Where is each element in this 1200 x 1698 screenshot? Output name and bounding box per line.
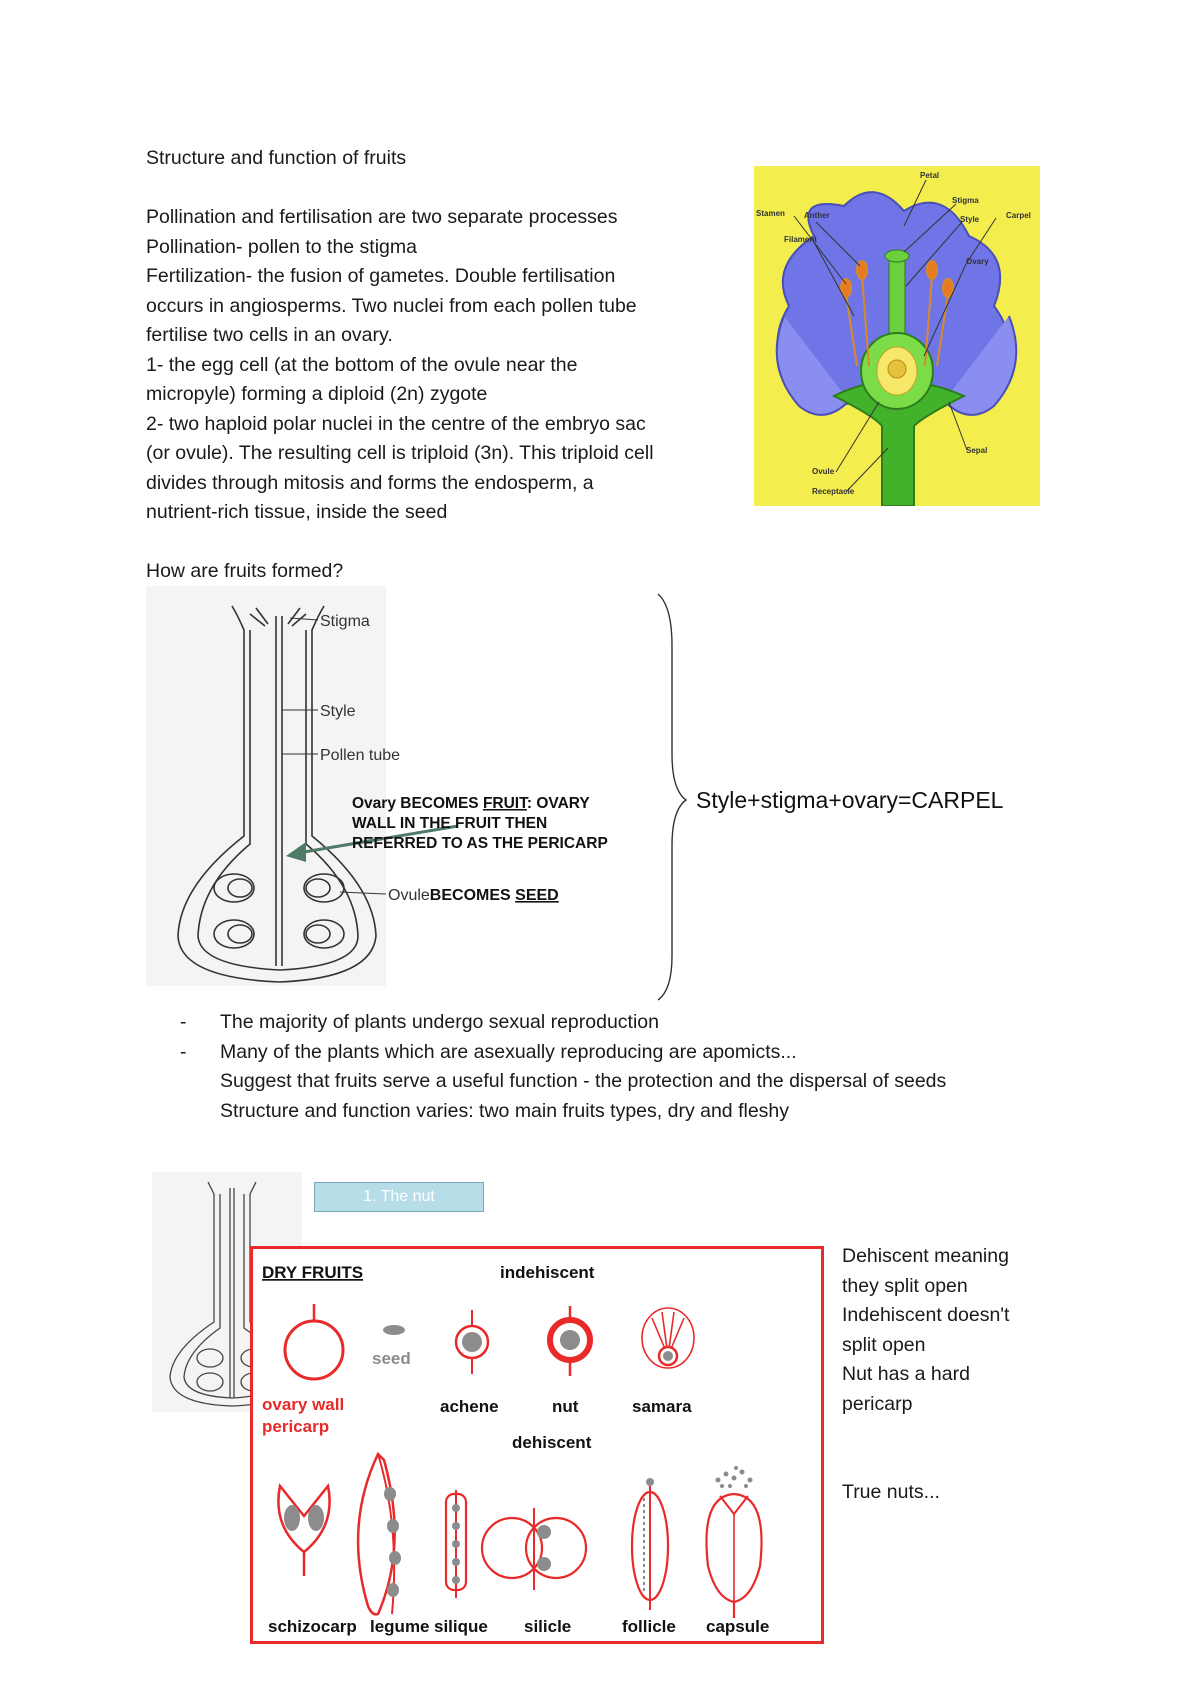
pericarp-label: pericarp xyxy=(262,1417,330,1436)
capsule-label: capsule xyxy=(706,1617,770,1636)
seed-label: seed xyxy=(372,1349,411,1368)
text-line: nutrient-rich tissue, inside the seed xyxy=(146,501,448,523)
achene-label: achene xyxy=(440,1397,499,1416)
silique-label: silique xyxy=(434,1617,488,1636)
text-line: (or ovule). The resulting cell is triploid (3n). This triploid cell xyxy=(146,442,654,464)
samara-label: samara xyxy=(632,1397,692,1416)
label-stigma: Stigma xyxy=(952,196,979,205)
carpel-label-stigma: Stigma xyxy=(320,613,370,630)
label-stamen: Stamen xyxy=(756,209,785,218)
label-receptacle: Receptacle xyxy=(812,487,855,496)
carpel-diagram xyxy=(140,586,1060,1006)
note-line: True nuts... xyxy=(842,1481,940,1503)
indehiscent-heading: indehiscent xyxy=(500,1263,595,1282)
page-title: Structure and function of fruits xyxy=(146,147,407,169)
note-line: pericarp xyxy=(842,1392,913,1415)
list-item: Structure and function varies: two main fruits types, dry and fleshy xyxy=(220,1099,790,1122)
list-item: - The majority of plants undergo sexual reproduction xyxy=(180,1011,659,1033)
schizocarp-label: schizocarp xyxy=(268,1617,357,1636)
text-line: divides through mitosis and forms the endosperm, a xyxy=(146,471,594,494)
carpel-label-pollen-tube: Pollen tube xyxy=(320,747,401,764)
section-question: How are fruits formed? xyxy=(146,560,344,582)
text-line: fertilise two cells in an ovary. xyxy=(146,324,393,346)
text-line: 2- two haploid polar nuclei in the centre of the embryo sac xyxy=(146,412,646,435)
ovary-wall-label: ovary wall xyxy=(262,1395,345,1414)
blank-line xyxy=(146,528,746,558)
side-notes xyxy=(842,1242,1092,1508)
dry-fruits-heading: DRY FRUITS xyxy=(262,1263,364,1282)
bullet-list xyxy=(180,1008,946,1126)
text-line: Pollination and fertilisation are two separate processes xyxy=(146,206,618,228)
list-item: Suggest that fruits serve a useful function - the protection and the dispersal of seeds xyxy=(220,1070,947,1092)
note-line xyxy=(842,1419,1092,1449)
note-line: Nut has a hard xyxy=(842,1363,970,1385)
label-petal: Petal xyxy=(920,171,940,180)
curly-brace xyxy=(658,594,686,1000)
label-anther: Anther xyxy=(804,211,830,220)
label-style: Style xyxy=(960,215,980,224)
nut-label: nut xyxy=(552,1397,579,1416)
legume-label: legume xyxy=(370,1617,430,1636)
note-line: Indehiscent doesn't xyxy=(842,1304,1010,1326)
text-line: 1- the egg cell (at the bottom of the ovule near the xyxy=(146,353,578,376)
text-line: Fertilization- the fusion of gametes. Double fertilisation xyxy=(146,265,616,287)
ovary-note-line-3: REFERRED TO AS THE PERICARP xyxy=(352,835,608,852)
blank-line xyxy=(146,174,746,204)
note-line: Dehiscent meaning xyxy=(842,1245,1009,1267)
label-filament: Filament xyxy=(784,235,817,244)
silicle-label: silicle xyxy=(524,1617,572,1636)
dry-fruits-diagram xyxy=(250,1246,824,1644)
label-sepal: Sepal xyxy=(966,446,988,455)
dehiscent-heading: dehiscent xyxy=(512,1433,592,1452)
carpel-background xyxy=(146,586,386,986)
note-line: they split open xyxy=(842,1274,968,1297)
intro-section xyxy=(146,144,746,587)
carpel-label-style: Style xyxy=(320,703,356,720)
fruit-seed xyxy=(383,1325,405,1335)
text-line: occurs in angiosperms. Two nuclei from each pollen tube xyxy=(146,294,637,317)
label-ovule: Ovule xyxy=(812,467,835,476)
note-line xyxy=(842,1449,1092,1479)
text-line: Pollination- pollen to the stigma xyxy=(146,235,417,258)
follicle-label: follicle xyxy=(622,1617,676,1636)
flower-diagram xyxy=(754,166,1040,506)
nut-heading-box: 1. The nut xyxy=(314,1182,484,1212)
carpel-label-ovule: OvuleBECOMES SEED xyxy=(388,887,559,904)
ovary-note-line-1: Ovary BECOMES FRUIT: OVARY xyxy=(352,795,590,812)
list-item: - Many of the plants which are asexually reproducing are apomicts... xyxy=(180,1040,797,1063)
label-carpel: Carpel xyxy=(1006,211,1031,220)
ovary-note-line-2: WALL IN THE FRUIT THEN xyxy=(352,815,548,832)
note-line: split open xyxy=(842,1333,926,1356)
carpel-equation: Style+stigma+ovary=CARPEL xyxy=(696,787,1004,813)
text-line: micropyle) forming a diploid (2n) zygote xyxy=(146,383,488,405)
label-ovary: Ovary xyxy=(966,257,989,266)
